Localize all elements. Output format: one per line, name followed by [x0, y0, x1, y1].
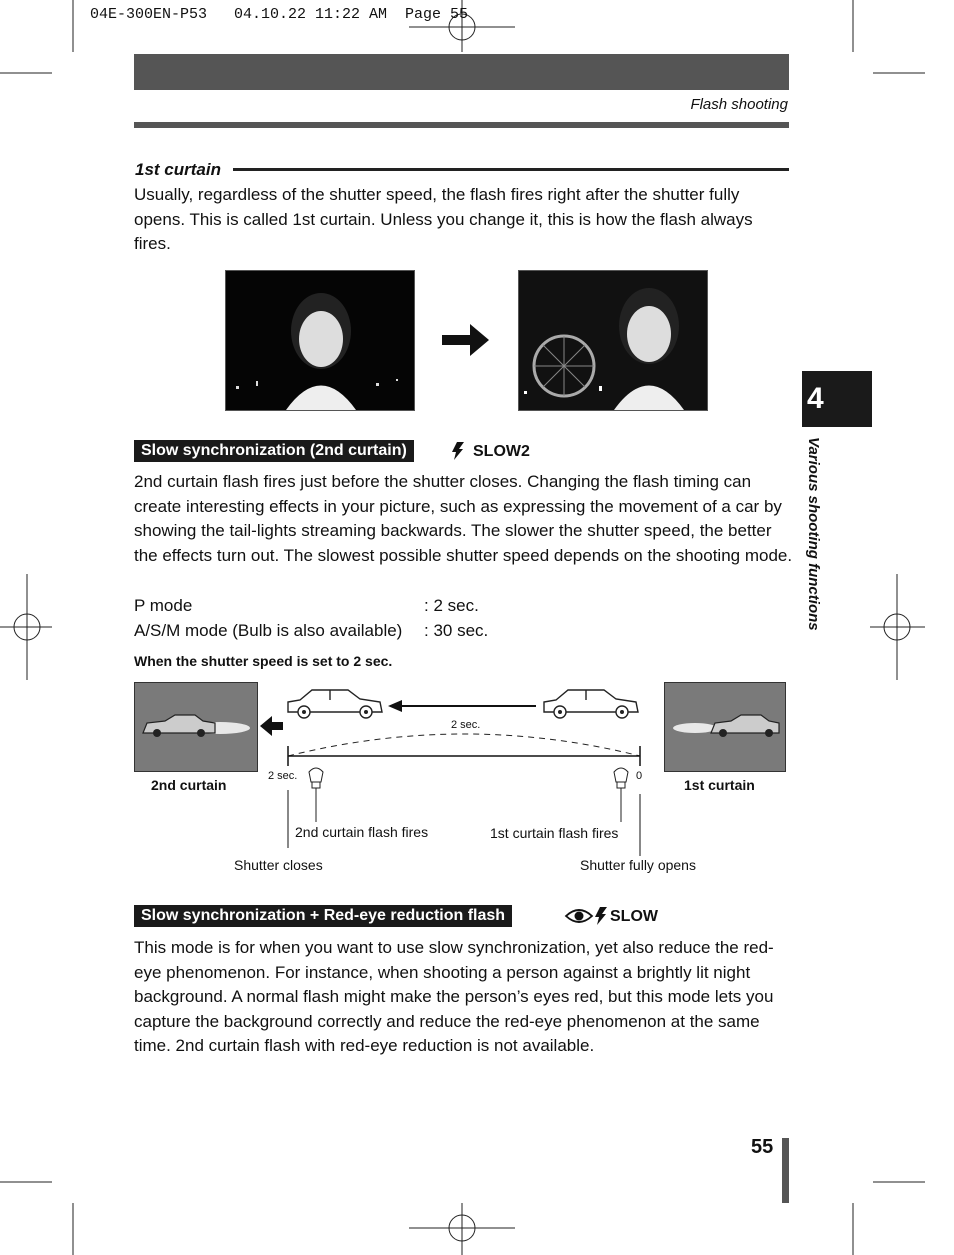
slow2-heading: Slow synchronization (2nd curtain): [134, 440, 414, 462]
mode-p-name: P mode: [134, 596, 193, 615]
two-sec-top: 2 sec.: [448, 719, 483, 731]
section-title: Flash shooting: [690, 96, 788, 113]
print-header: 04E-300EN-P53 04.10.22 11:22 AM Page 55: [90, 6, 469, 23]
car-icon: [286, 684, 384, 720]
label-2nd-fires: 2nd curtain flash fires: [295, 824, 429, 840]
label-2nd-curtain: 2nd curtain: [151, 777, 227, 793]
zero-label: 0: [636, 770, 643, 782]
header-bar: [134, 54, 789, 90]
first-curtain-rule: [233, 168, 789, 171]
first-curtain-heading: 1st curtain: [135, 160, 221, 179]
photo-before: [225, 270, 415, 411]
label-1st-fires: 1st curtain flash fires: [490, 825, 619, 841]
slow-redeye-text: This mode is for when you want to use slow synchronization, yet also reduce the red-eye phenomenon. For instance, when shooting a person against a brightly lit night background. A normal flash might make the person’s eyes red, but this mode lets you capture the background correctly and reduce the red-eye phenomenon at the same time. 2nd curtain flash with red-eye reduction is not available.: [134, 938, 774, 1056]
chapter-label: Various shooting functions: [805, 437, 822, 631]
slow-redeye-heading: Slow synchronization + Red-eye reduction flash: [134, 905, 512, 927]
diagram-caption: When the shutter speed is set to 2 sec.: [134, 653, 393, 669]
slow2-mode-label: SLOW2: [473, 443, 530, 460]
thumb-1st-curtain: [664, 682, 786, 772]
page-number-bar: [782, 1138, 789, 1203]
photo-after: [518, 270, 708, 411]
page-number: 55: [751, 1136, 774, 1158]
flash-bulb-icon: [305, 766, 327, 824]
mode-asm-value: : 30 sec.: [424, 621, 489, 640]
car-icon: [542, 684, 640, 720]
label-1st-curtain: 1st curtain: [684, 777, 755, 793]
label-shutter-closes: Shutter closes: [234, 857, 323, 873]
first-curtain-text: Usually, regardless of the shutter speed, the flash fires right after the shutter fully opens. This is called 1st curtain. Unless you change it, this is how the flash always fires.: [134, 185, 753, 254]
slow-redeye-mode-label: SLOW: [610, 908, 658, 925]
eye-icon: [564, 906, 594, 926]
flash-bulb-icon: [610, 766, 632, 824]
header-rule: [134, 122, 789, 128]
mode-p-value: : 2 sec.: [424, 596, 479, 615]
thumb-2nd-curtain: [134, 682, 258, 772]
timeline: [280, 720, 650, 880]
travel-arrow: [388, 696, 538, 716]
flash-icon: [594, 907, 608, 925]
chapter-number: 4: [807, 382, 824, 415]
slow2-text: 2nd curtain flash fires just before the shutter closes. Changing the flash timing can create interesting effects in your picture, such as expressing the movement of a car by showing the tail-lights streaming backwards. The slower the shutter speed, the better the effects turn out. The slowest possible shutter speed depends on the shooting mode.: [134, 472, 793, 565]
label-shutter-opens: Shutter fully opens: [580, 857, 696, 873]
two-sec-left: 2 sec.: [268, 770, 298, 782]
mode-asm-name: A/S/M mode (Bulb is also available): [134, 621, 403, 640]
arrow-right-icon: [442, 322, 490, 358]
flash-icon: [451, 442, 465, 460]
